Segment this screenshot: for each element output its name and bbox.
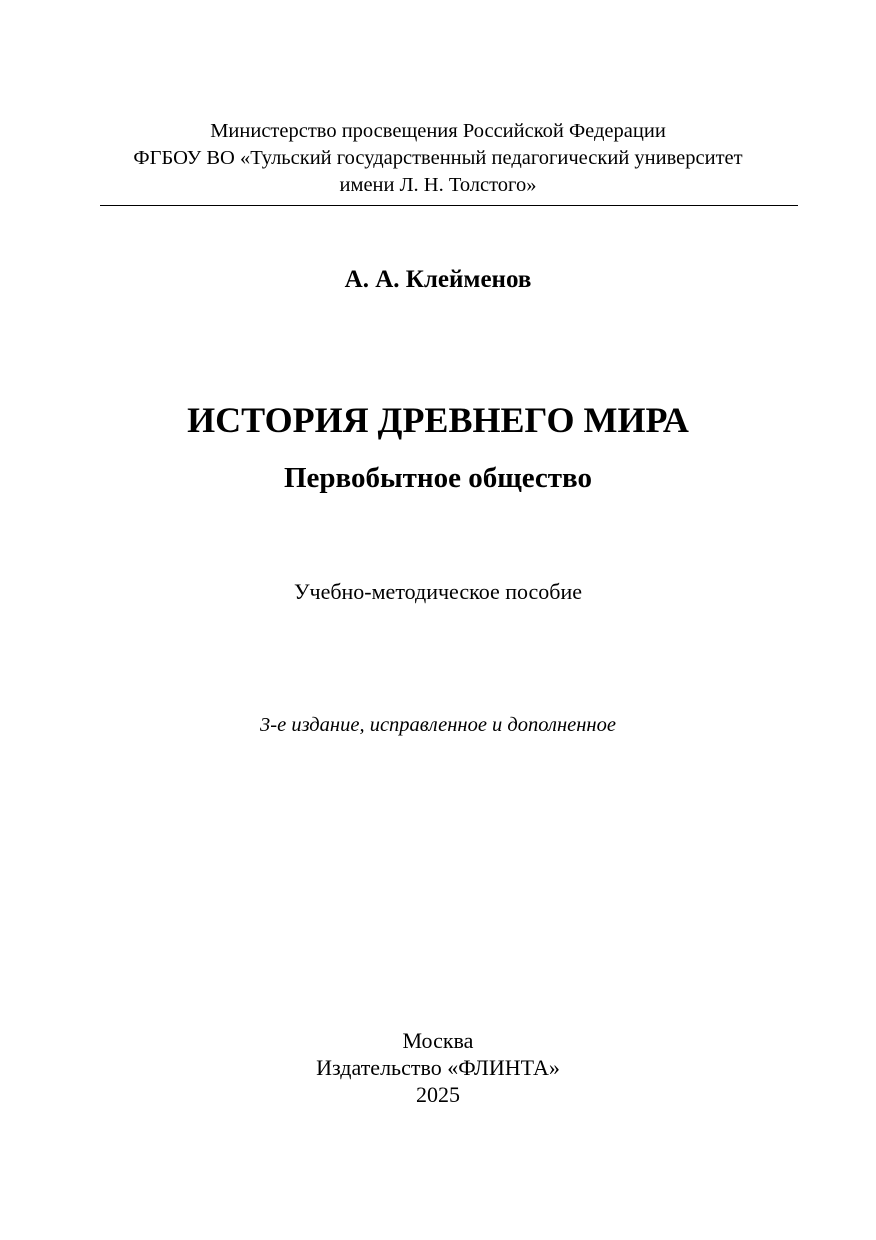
- university-line-1: ФГБОУ ВО «Тульский государственный педагогический университет: [133, 147, 743, 169]
- ministry-line: Министерство просвещения Российской Федерации: [210, 120, 666, 142]
- document-type: Учебно-методическое пособие: [293, 579, 583, 604]
- book-subtitle: Первобытное общество: [283, 462, 593, 494]
- author-name: А. А. Клейменов: [344, 266, 532, 293]
- imprint-publisher: Издательство «ФЛИНТА»: [316, 1055, 560, 1080]
- imprint-year: 2025: [416, 1082, 460, 1107]
- imprint-block: [0, 1027, 876, 1108]
- book-title: ИСТОРИЯ ДРЕВНЕГО МИРА: [187, 400, 689, 440]
- institution-header: [0, 118, 876, 199]
- edition-note: 3-е издание, исправленное и дополненное: [260, 714, 616, 736]
- imprint-city: Москва: [402, 1028, 474, 1053]
- university-line-2: имени Л. Н. Толстого»: [339, 174, 537, 196]
- header-divider: [100, 205, 798, 206]
